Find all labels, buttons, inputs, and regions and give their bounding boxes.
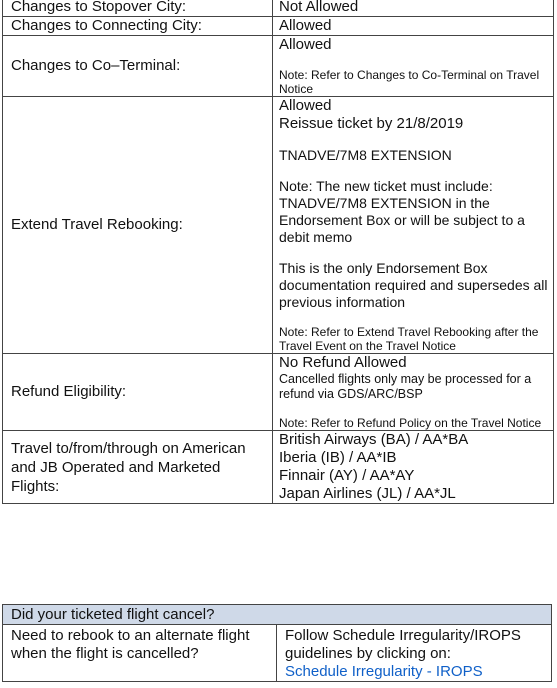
table-row <box>3 431 554 504</box>
cancel-header: Did your ticketed flight cancel? <box>3 605 552 625</box>
extend-note-3: Note: Refer to Extend Travel Rebooking after the Travel Event on the Travel Notice <box>279 325 539 353</box>
extend-note-2: This is the only Endorsement Box documentation required and supersedes all previous information <box>279 260 548 310</box>
refund-value: No Refund Allowed <box>279 354 407 371</box>
refund-note: Note: Refer to Refund Policy on the Travel Notice <box>279 416 542 430</box>
irops-link[interactable]: Schedule Irregularity - IROPS <box>285 663 483 680</box>
carrier-item: Iberia (IB) / AA*IB <box>279 449 397 466</box>
co-terminal-label: Changes to Co–Terminal: <box>3 36 273 97</box>
connecting-label: Changes to Connecting City: <box>3 17 273 36</box>
travel-cell <box>273 431 554 504</box>
extend-reissue: Reissue ticket by 21/8/2019 <box>279 115 464 132</box>
extend-value: Allowed <box>279 97 332 114</box>
carrier-item: Finnair (AY) / AA*AY <box>279 467 415 484</box>
co-terminal-cell <box>273 36 554 97</box>
cancel-table <box>2 604 552 682</box>
stopover-value: Not Allowed <box>273 0 554 17</box>
extend-cell <box>273 97 554 354</box>
extend-label: Extend Travel Rebooking: <box>3 97 273 354</box>
cancel-answer: Follow Schedule Irregularity/IROPS guidelines by clicking on: <box>285 627 521 662</box>
co-terminal-value: Allowed <box>279 36 332 53</box>
table-row <box>3 625 552 682</box>
travel-label: Travel to/from/through on American and JB Operated and Marketed Flights: <box>3 431 273 504</box>
co-terminal-note: Note: Refer to Changes to Co-Terminal on Travel Notice <box>279 68 540 96</box>
table-row <box>3 36 554 97</box>
refund-cell <box>273 354 554 431</box>
carrier-item: Japan Airlines (JL) / AA*JL <box>279 485 456 502</box>
table-row <box>3 354 554 431</box>
stopover-label: Changes to Stopover City: <box>3 0 273 17</box>
table-row <box>3 17 554 36</box>
refund-label: Refund Eligibility: <box>3 354 273 431</box>
refund-detail: Cancelled flights only may be processed for a refund via GDS/ARC/BSP <box>279 372 532 401</box>
cancel-answer-cell <box>277 625 552 682</box>
table-row <box>3 0 554 17</box>
policy-table <box>2 0 554 504</box>
table-row <box>3 97 554 354</box>
table-row <box>3 605 552 625</box>
cancel-question: Need to rebook to an alternate flight when the flight is cancelled? <box>3 625 277 682</box>
extend-note-1: Note: The new ticket must include: TNADVE/7M8 EXTENSION in the Endorsement Box or will be subject to a debit memo <box>279 178 525 245</box>
extend-code: TNADVE/7M8 EXTENSION <box>279 147 452 163</box>
carrier-item: British Airways (BA) / AA*BA <box>279 431 469 448</box>
connecting-value: Allowed <box>273 17 554 36</box>
